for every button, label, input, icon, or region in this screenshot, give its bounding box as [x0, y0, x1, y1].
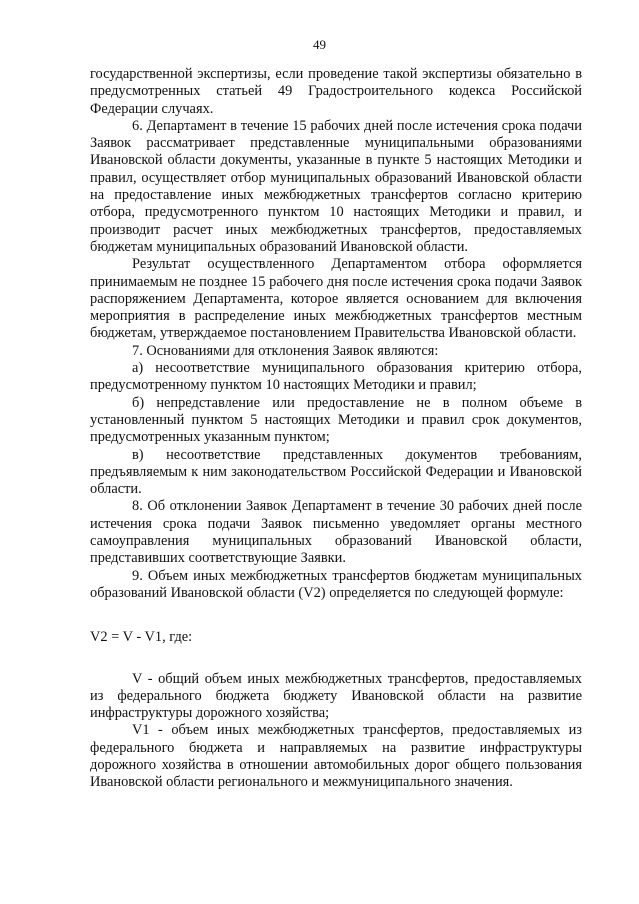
paragraph-item-8: 8. Об отклонении Заявок Департамент в течение 30 рабочих дней после истечения срока подачи Заявок письменно уведомляет органы местного самоуправления муниципальных образований Ивановской области, представивших соответствующие Заявки.: [90, 498, 582, 567]
paragraph-selection-result: Результат осуществленного Департаментом отбора оформляется принимаемым не позднее 15 рабочего дня после истечения срока подачи Заявок распоряжением Департамента, которое является основанием для включения мероприятия в распределение иных межбюджетных трансфертов местным бюджетам, утверждаемое постановлением Правительства Ивановской области.: [90, 256, 582, 342]
paragraph-expertise-continuation: государственной экспертизы, если проведение такой экспертизы обязательно в предусмотренных статьей 49 Градостроительного кодекса Российской Федерации случаях.: [90, 66, 582, 117]
definition-v: V - общий объем иных межбюджетных трансфертов, предоставляемых из федерального бюджета бюджету Ивановской области на развитие инфраструктуры дорожного хозяйства;: [90, 670, 582, 722]
paragraph-item-7b: б) непредставление или предоставление не в полном объеме в установленный пунктом 5 настоящих Методики и правил срок документов, предусмотренных указанным пунктом;: [90, 394, 582, 446]
paragraph-item-7a: а) несоответствие муниципального образования критерию отбора, предусмотренному пунктом 10 настоящих Методики и правил;: [90, 360, 582, 394]
definition-v1: V1 - объем иных межбюджетных трансфертов, предоставляемых из федерального бюджета и направляемых на развитие инфраструктуры дорожного хозяйства в отношении автомобильных дорог общего пользования Ивановской области регионального и межмуниципального значения.: [90, 722, 582, 791]
paragraph-item-7v: в) несоответствие представленных документов требованиям, предъявляемым к ним законодательством Российской Федерации и Ивановской области.: [90, 446, 582, 498]
paragraph-item-7: 7. Основаниями для отклонения Заявок являются:: [132, 342, 439, 359]
document-body: [90, 66, 582, 792]
paragraph-item-6: 6. Департамент в течение 15 рабочих дней после истечения срока подачи Заявок рассматривает представленные муниципальными образованиями Ивановской области документы, указанные в пункте 5 настоящих Методики и правил, осуществляет отбор муниципальных образований Ивановской области на предоставление иных межбюджетных трансфертов согласно критерию отбора, предусмотренного пунктом 10 настоящих Методики и правил, и производит расчет иных межбюджетных трансфертов, предоставляемых бюджетам муниципальных образований Ивановской области.: [90, 117, 582, 255]
page-number: 49: [313, 37, 326, 52]
formula: V2 = V - V1, где:: [90, 629, 193, 646]
paragraph-item-9: 9. Объем иных межбюджетных трансфертов бюджетам муниципальных образований Ивановской области (V2) определяется по следующей формуле:: [90, 567, 582, 601]
